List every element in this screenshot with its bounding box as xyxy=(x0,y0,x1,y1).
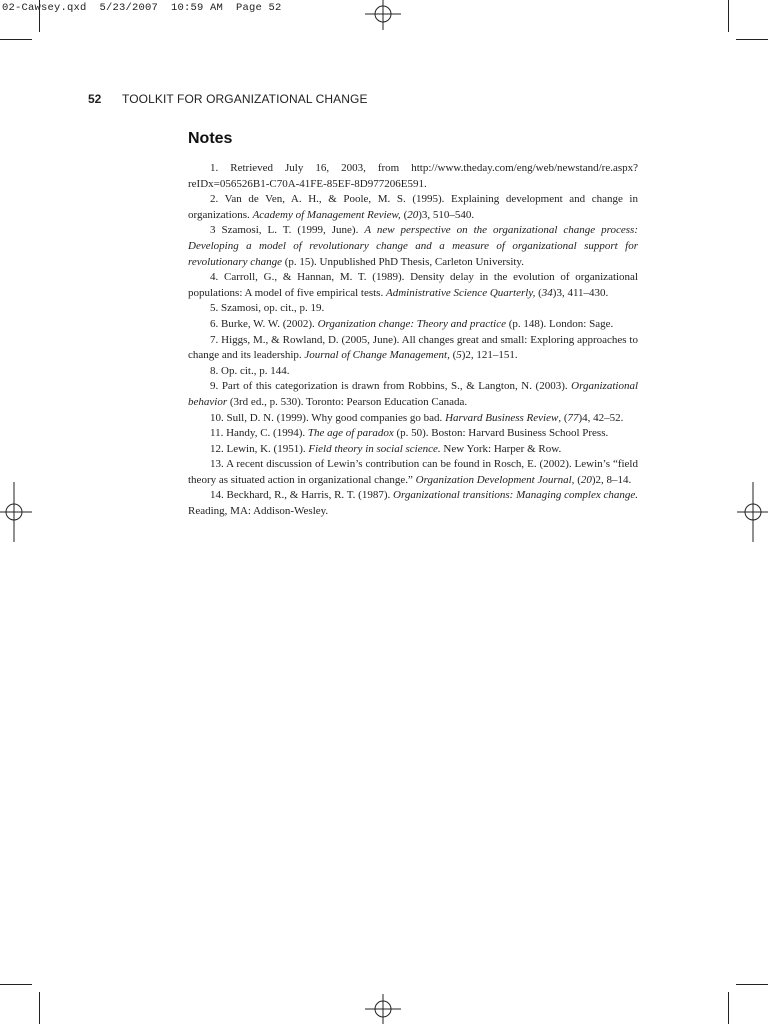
registration-mark-bottom xyxy=(365,994,401,1024)
note-text: Lewin, K. (1951). xyxy=(226,442,309,455)
note-number: 7. xyxy=(210,333,219,346)
registration-mark-top xyxy=(365,0,401,30)
note-number: 8. xyxy=(210,364,219,377)
note-text: Szamosi, L. T. (1999, June). xyxy=(221,224,365,237)
note-italic-text: Field theory in social science. xyxy=(308,442,441,455)
note-text: Sull, D. N. (1999). Why good companies go bad. xyxy=(226,411,446,424)
note-italic-text: A new perspective on the organizational change process: Developing a model of revolutionary change and a measure of organizational support for revolutionary change xyxy=(188,224,638,268)
note-italic-text: Organizational transitions: Managing complex change. xyxy=(393,489,639,502)
note-italic-text: 34 xyxy=(541,286,553,299)
note-text: A recent discussion of Lewin’s contribution can be found in Rosch, E. (2002). Lewin’s “field theory as situated action in organizational change.” xyxy=(188,458,638,486)
note-item xyxy=(188,426,638,442)
note-item xyxy=(188,223,638,270)
note-italic-text: Harvard Business Review xyxy=(445,411,559,424)
registration-mark-right xyxy=(737,482,768,542)
note-italic-text: 20 xyxy=(407,208,419,221)
note-number: 11. xyxy=(210,427,224,440)
note-number: 9. xyxy=(210,380,219,393)
notes-heading: Notes xyxy=(188,130,233,147)
note-italic-text: 77 xyxy=(567,411,579,424)
note-italic-text: Journal of Change Management, xyxy=(304,349,450,362)
note-item xyxy=(188,192,638,223)
note-item xyxy=(188,364,638,380)
note-item xyxy=(188,442,638,458)
note-italic-text: Organization Development Journal, xyxy=(415,473,575,486)
page-number: 52 xyxy=(88,92,102,106)
note-item xyxy=(188,270,638,301)
notes-list xyxy=(188,161,638,520)
registration-mark-left xyxy=(0,482,32,542)
note-text: (p. 148). London: Sage. xyxy=(505,317,614,330)
note-text: Op. cit., p. 144. xyxy=(221,364,290,377)
note-text: Carroll, G., & Hannan, M. T. (1989). Density delay in the evolution of organizational populations: A model of five empirical tests. xyxy=(188,271,638,299)
note-text: ( xyxy=(449,349,457,362)
note-text: ( xyxy=(535,286,542,299)
note-italic-text: Academy of Management Review, xyxy=(252,208,401,221)
note-text: (3rd ed., p. 530). Toronto: Pearson Education Canada. xyxy=(227,395,468,408)
running-head xyxy=(88,92,368,106)
note-text: , ( xyxy=(558,411,568,424)
note-number: 14. xyxy=(210,489,224,502)
note-number: 12. xyxy=(210,442,224,455)
note-italic-text: Organizational behavior xyxy=(188,380,638,408)
note-text: Retrieved July 16, 2003, from http://www.theday.com/eng/web/newstand/re.aspx?reIDx=056526B1-C70A-41FE-85EF-8D977206E591. xyxy=(188,162,638,190)
note-number: 1. xyxy=(210,162,219,174)
note-italic-text: 5 xyxy=(456,349,462,362)
note-italic-text: 20 xyxy=(580,473,592,486)
note-number: 2. xyxy=(210,193,219,206)
note-number: 6. xyxy=(210,317,219,330)
note-text: Reading, MA: Addison-Wesley. xyxy=(188,505,329,518)
note-text: )4, 42–52. xyxy=(578,411,624,424)
note-text: ( xyxy=(400,208,408,221)
note-item xyxy=(188,161,638,192)
note-text: New York: Harper & Row. xyxy=(440,442,562,455)
note-item xyxy=(188,301,638,317)
running-head-title: TOOLKIT FOR ORGANIZATIONAL CHANGE xyxy=(122,92,368,106)
note-text: ( xyxy=(574,473,581,486)
note-item xyxy=(188,317,638,333)
note-number: 5. xyxy=(210,302,219,315)
note-item xyxy=(188,457,638,488)
note-text: Part of this categorization is drawn from Robbins, S., & Langton, N. (2003). xyxy=(221,380,572,393)
note-text: (p. 50). Boston: Harvard Business School Press. xyxy=(393,427,609,440)
note-number: 4. xyxy=(210,271,219,284)
note-text: )2, 8–14. xyxy=(591,473,632,486)
note-text: (p. 15). Unpublished PhD Thesis, Carleton University. xyxy=(281,255,524,268)
note-number: 3 xyxy=(210,224,216,237)
note-item xyxy=(188,333,638,364)
note-text: Van de Ven, A. H., & Poole, M. S. (1995). Explaining development and change in organizations. xyxy=(188,193,638,221)
note-text: Burke, W. W. (2002). xyxy=(221,317,318,330)
note-item xyxy=(188,379,638,410)
note-item xyxy=(188,488,638,519)
note-text: )3, 510–540. xyxy=(418,208,475,221)
note-item xyxy=(188,411,638,427)
note-text: Szamosi, op. cit., p. 19. xyxy=(221,302,325,315)
note-italic-text: Administrative Science Quarterly, xyxy=(385,286,536,299)
note-text: )2, 121–151. xyxy=(461,349,518,362)
note-number: 10. xyxy=(210,411,224,424)
note-italic-text: The age of paradox xyxy=(307,427,394,440)
note-italic-text: Organization change: Theory and practice xyxy=(317,317,506,330)
note-text: Higgs, M., & Rowland, D. (2005, June). All changes great and small: Exploring approaches to change and its leadership. xyxy=(188,333,638,362)
print-slug-line: 02-Cawsey.qxd 5/23/2007 10:59 AM Page 52 xyxy=(2,2,282,14)
note-text: Handy, C. (1994). xyxy=(226,427,308,440)
note-number: 13. xyxy=(210,458,224,471)
note-text: Beckhard, R., & Harris, R. T. (1987). xyxy=(226,489,394,502)
note-text: )3, 411–430. xyxy=(552,286,609,299)
